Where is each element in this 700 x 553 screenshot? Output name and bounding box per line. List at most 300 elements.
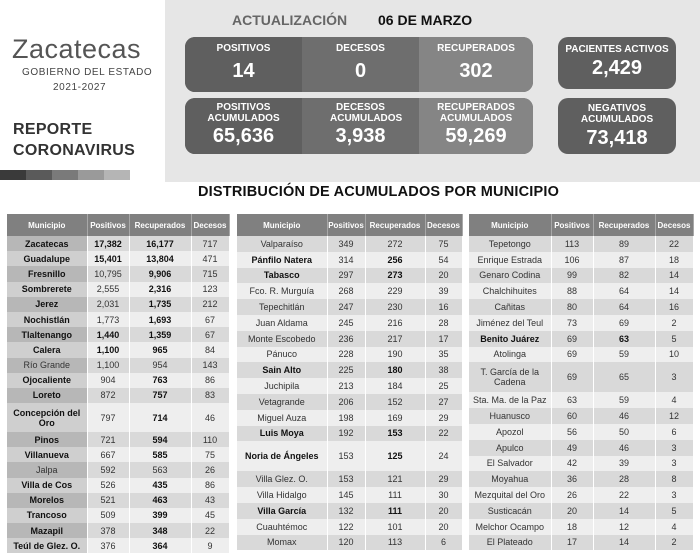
cumulative-stats-panel <box>185 98 533 154</box>
logo-subtitle: GOBIERNO DEL ESTADO <box>22 67 153 78</box>
logo-title: Zacatecas <box>12 34 142 64</box>
decesos-cell: 75 <box>425 236 462 252</box>
table-row <box>7 358 229 373</box>
municipio-cell: Melchor Ocampo <box>469 519 551 535</box>
decesos-cell: 3 <box>655 440 693 456</box>
positivos-cell: 721 <box>87 432 129 447</box>
table-row <box>7 373 229 388</box>
municipio-cell: Noria de Ángeles <box>237 441 327 471</box>
negatives-label: NEGATIVOS ACUMULADOS <box>580 103 654 125</box>
table-row <box>469 299 693 315</box>
table-row <box>7 327 229 342</box>
decesos-cell: 3 <box>655 362 693 392</box>
report-title-line2: CORONAVIRUS <box>13 142 136 159</box>
decesos-cell: 45 <box>191 508 229 523</box>
cum-recuperados-value: 59,269 <box>445 125 507 147</box>
positivos-cell: 10,795 <box>87 266 129 281</box>
decesos-cell: 9 <box>191 538 229 553</box>
municipio-cell: Villa Hidalgo <box>237 487 327 503</box>
decesos-cell: 4 <box>655 519 693 535</box>
positivos-cell: 106 <box>551 252 593 268</box>
negatives-value: 73,418 <box>586 127 648 149</box>
positivos-cell: 60 <box>551 408 593 424</box>
recuperados-cell: 169 <box>365 410 425 426</box>
decesos-cell: 86 <box>191 478 229 493</box>
municipio-cell: Benito Juárez <box>469 331 551 347</box>
municipio-cell: Monte Escobedo <box>237 331 327 347</box>
decesos-cell: 24 <box>425 441 462 471</box>
recuperados-cell: 39 <box>593 456 655 472</box>
positivos-cell: 153 <box>327 471 365 487</box>
positivos-cell: 797 <box>87 403 129 432</box>
recuperados-cell: 230 <box>365 299 425 315</box>
recuperados-cell: 82 <box>593 268 655 284</box>
municipio-cell: Luis Moya <box>237 426 327 442</box>
decesos-cell: 38 <box>425 362 462 378</box>
section-title: DISTRIBUCIÓN DE ACUMULADOS POR MUNICIPIO <box>198 184 560 200</box>
daily-recuperados <box>419 37 533 92</box>
municipio-cell: Jerez <box>7 297 87 312</box>
report-title-line1: REPORTE <box>13 121 93 138</box>
municipio-cell: Moyahua <box>469 471 551 487</box>
recuperados-cell: 217 <box>365 331 425 347</box>
table-row <box>237 283 462 299</box>
recuperados-cell: 364 <box>129 538 191 553</box>
recuperados-cell: 63 <box>593 331 655 347</box>
positivos-cell: 18 <box>551 519 593 535</box>
positivos-cell: 99 <box>551 268 593 284</box>
municipio-cell: Atolinga <box>469 347 551 363</box>
table-row <box>7 236 229 251</box>
recuperados-cell: 12 <box>593 519 655 535</box>
positivos-cell: 1,100 <box>87 358 129 373</box>
table-row <box>469 362 693 392</box>
daily-decesos <box>302 37 419 92</box>
decesos-cell: 715 <box>191 266 229 281</box>
decesos-cell: 75 <box>191 447 229 462</box>
municipio-cell: Pinos <box>7 432 87 447</box>
positivos-cell: 122 <box>327 519 365 535</box>
table-row <box>469 283 693 299</box>
decesos-cell: 39 <box>425 283 462 299</box>
municipio-cell: Cuauhtémoc <box>237 519 327 535</box>
decesos-cell: 35 <box>425 347 462 363</box>
decesos-cell: 212 <box>191 297 229 312</box>
cum-positivos-label: POSITIVOS ACUMULADOS <box>207 102 280 124</box>
table-row <box>469 535 693 551</box>
table-row <box>237 394 462 410</box>
col-municipio: Municipio <box>469 214 551 236</box>
recuperados-cell: 272 <box>365 236 425 252</box>
positivos-cell: 1,773 <box>87 312 129 327</box>
municipio-cell: Nochistlán <box>7 312 87 327</box>
positivos-cell: 20 <box>551 503 593 519</box>
table-row <box>237 487 462 503</box>
decesos-cell: 10 <box>655 347 693 363</box>
municipio-cell: El Plateado <box>469 535 551 551</box>
positivos-cell: 198 <box>327 410 365 426</box>
table-row <box>237 331 462 347</box>
municipio-cell: Río Grande <box>7 358 87 373</box>
municipio-cell: Juan Aldama <box>237 315 327 331</box>
daily-stats-panel <box>185 37 533 92</box>
table-row <box>469 424 693 440</box>
municipality-table-2 <box>237 214 463 550</box>
decesos-cell: 14 <box>655 268 693 284</box>
daily-recuperados-value: 302 <box>459 60 493 82</box>
positivos-cell: 904 <box>87 373 129 388</box>
table-row <box>469 487 693 503</box>
recuperados-cell: 184 <box>365 378 425 394</box>
table-row <box>237 299 462 315</box>
table-row <box>237 503 462 519</box>
daily-recuperados-label: RECUPERADOS <box>437 43 515 54</box>
municipio-cell: Apozol <box>469 424 551 440</box>
col-decesos: Decesos <box>655 214 693 236</box>
table-row <box>469 236 693 252</box>
decesos-cell: 14 <box>655 283 693 299</box>
municipio-cell: Jiménez del Teul <box>469 315 551 331</box>
decesos-cell: 28 <box>425 315 462 331</box>
recuperados-cell: 16,177 <box>129 236 191 251</box>
positivos-cell: 120 <box>327 535 365 551</box>
positivos-cell: 69 <box>551 331 593 347</box>
municipio-cell: Tlaltenango <box>7 327 87 342</box>
municipio-cell: Sain Alto <box>237 362 327 378</box>
positivos-cell: 17,382 <box>87 236 129 251</box>
table-row <box>237 252 462 268</box>
decesos-cell: 20 <box>425 268 462 284</box>
recuperados-cell: 594 <box>129 432 191 447</box>
recuperados-cell: 28 <box>593 471 655 487</box>
positivos-cell: 132 <box>327 503 365 519</box>
positivos-cell: 145 <box>327 487 365 503</box>
municipio-cell: T. García de la Cadena <box>469 362 551 392</box>
decesos-cell: 143 <box>191 358 229 373</box>
recuperados-cell: 111 <box>365 503 425 519</box>
recuperados-cell: 59 <box>593 392 655 408</box>
table-row <box>7 523 229 538</box>
positivos-cell: 153 <box>327 441 365 471</box>
positivos-cell: 376 <box>87 538 129 553</box>
municipio-cell: Apulco <box>469 440 551 456</box>
recuperados-cell: 46 <box>593 408 655 424</box>
decesos-cell: 6 <box>425 535 462 551</box>
table-row <box>237 378 462 394</box>
table-row <box>469 315 693 331</box>
municipio-cell: Enrique Estrada <box>469 252 551 268</box>
table-row <box>7 432 229 447</box>
update-date: 06 DE MARZO <box>378 12 473 28</box>
active-patients-value: 2,429 <box>591 57 643 79</box>
col-municipio: Municipio <box>237 214 327 236</box>
table-row <box>237 315 462 331</box>
municipality-table-3 <box>469 214 694 550</box>
table-row <box>469 519 693 535</box>
municipio-cell: Fresnillo <box>7 266 87 281</box>
positivos-cell: 667 <box>87 447 129 462</box>
municipio-cell: Jalpa <box>7 462 87 477</box>
update-label: ACTUALIZACIÓN <box>232 12 348 28</box>
municipio-cell: Fco. R. Murguía <box>237 283 327 299</box>
positivos-cell: 206 <box>327 394 365 410</box>
table-row <box>7 447 229 462</box>
positivos-cell: 42 <box>551 456 593 472</box>
positivos-cell: 113 <box>551 236 593 252</box>
table-row <box>7 282 229 297</box>
recuperados-cell: 152 <box>365 394 425 410</box>
decesos-cell: 54 <box>425 252 462 268</box>
recuperados-cell: 585 <box>129 447 191 462</box>
col-positivos: Positivos <box>87 214 129 236</box>
municipio-cell: Ojocaliente <box>7 373 87 388</box>
recuperados-cell: 256 <box>365 252 425 268</box>
positivos-cell: 236 <box>327 331 365 347</box>
positivos-cell: 521 <box>87 493 129 508</box>
recuperados-cell: 65 <box>593 362 655 392</box>
decesos-cell: 22 <box>655 236 693 252</box>
col-recuperados: Recuperados <box>365 214 425 236</box>
recuperados-cell: 46 <box>593 440 655 456</box>
col-positivos: Positivos <box>551 214 593 236</box>
logo-years: 2021-2027 <box>53 82 107 93</box>
recuperados-cell: 64 <box>593 283 655 299</box>
municipio-cell: Sombrerete <box>7 282 87 297</box>
table-row <box>7 251 229 266</box>
recuperados-cell: 180 <box>365 362 425 378</box>
decesos-cell: 16 <box>655 299 693 315</box>
positivos-cell: 1,100 <box>87 342 129 357</box>
recuperados-cell: 113 <box>365 535 425 551</box>
cum-positivos <box>185 98 302 154</box>
table-row <box>469 268 693 284</box>
table-row <box>469 440 693 456</box>
col-recuperados: Recuperados <box>129 214 191 236</box>
table-row <box>7 462 229 477</box>
table-row <box>469 331 693 347</box>
decesos-cell: 110 <box>191 432 229 447</box>
table-row <box>469 471 693 487</box>
recuperados-cell: 757 <box>129 388 191 403</box>
decesos-cell: 22 <box>191 523 229 538</box>
decesos-cell: 83 <box>191 388 229 403</box>
recuperados-cell: 1,735 <box>129 297 191 312</box>
municipio-cell: Zacatecas <box>7 236 87 251</box>
col-decesos: Decesos <box>191 214 229 236</box>
decesos-cell: 86 <box>191 373 229 388</box>
municipio-cell: Susticacán <box>469 503 551 519</box>
decesos-cell: 20 <box>425 503 462 519</box>
positivos-cell: 225 <box>327 362 365 378</box>
table-row <box>237 471 462 487</box>
decesos-cell: 5 <box>655 331 693 347</box>
decesos-cell: 18 <box>655 252 693 268</box>
recuperados-cell: 121 <box>365 471 425 487</box>
decesos-cell: 3 <box>655 487 693 503</box>
positivos-cell: 69 <box>551 362 593 392</box>
recuperados-cell: 954 <box>129 358 191 373</box>
recuperados-cell: 1,359 <box>129 327 191 342</box>
decesos-cell: 29 <box>425 471 462 487</box>
positivos-cell: 592 <box>87 462 129 477</box>
table-row <box>7 297 229 312</box>
positivos-cell: 63 <box>551 392 593 408</box>
positivos-cell: 314 <box>327 252 365 268</box>
decesos-cell: 67 <box>191 327 229 342</box>
recuperados-cell: 59 <box>593 347 655 363</box>
table-row <box>469 408 693 424</box>
decesos-cell: 5 <box>655 503 693 519</box>
recuperados-cell: 273 <box>365 268 425 284</box>
municipio-cell: Mazapil <box>7 523 87 538</box>
municipio-cell: Pánuco <box>237 347 327 363</box>
table-row <box>7 403 229 432</box>
table-row <box>469 252 693 268</box>
cum-recuperados-label: RECUPERADOS ACUMULADOS <box>437 102 515 124</box>
recuperados-cell: 2,316 <box>129 282 191 297</box>
municipio-cell: Concepción del Oro <box>7 403 87 432</box>
municipio-cell: Momax <box>237 535 327 551</box>
positivos-cell: 69 <box>551 347 593 363</box>
recuperados-cell: 563 <box>129 462 191 477</box>
municipio-cell: Juchipila <box>237 378 327 394</box>
municipio-cell: Villanueva <box>7 447 87 462</box>
table-row <box>237 236 462 252</box>
decesos-cell: 20 <box>425 519 462 535</box>
municipio-cell: Cañitas <box>469 299 551 315</box>
recuperados-cell: 229 <box>365 283 425 299</box>
daily-positivos-label: POSITIVOS <box>216 43 271 54</box>
recuperados-cell: 125 <box>365 441 425 471</box>
positivos-cell: 17 <box>551 535 593 551</box>
municipio-cell: Villa García <box>237 503 327 519</box>
cum-recuperados <box>419 98 533 154</box>
positivos-cell: 73 <box>551 315 593 331</box>
municipio-cell: Tepetongo <box>469 236 551 252</box>
table-row <box>7 493 229 508</box>
positivos-cell: 192 <box>327 426 365 442</box>
positivos-cell: 49 <box>551 440 593 456</box>
recuperados-cell: 190 <box>365 347 425 363</box>
table-row <box>237 268 462 284</box>
recuperados-cell: 763 <box>129 373 191 388</box>
table-row <box>237 347 462 363</box>
positivos-cell: 872 <box>87 388 129 403</box>
daily-positivos <box>185 37 302 92</box>
municipio-cell: Valparaíso <box>237 236 327 252</box>
municipality-table-1 <box>7 214 230 553</box>
cum-decesos <box>302 98 419 154</box>
municipio-cell: Sta. Ma. de la Paz <box>469 392 551 408</box>
positivos-cell: 1,440 <box>87 327 129 342</box>
municipio-cell: Villa de Cos <box>7 478 87 493</box>
table-row <box>7 538 229 553</box>
recuperados-cell: 69 <box>593 315 655 331</box>
table-row <box>469 392 693 408</box>
municipio-cell: Miguel Auza <box>237 410 327 426</box>
table-row <box>7 388 229 403</box>
positivos-cell: 297 <box>327 268 365 284</box>
recuperados-cell: 965 <box>129 342 191 357</box>
municipio-cell: Guadalupe <box>7 251 87 266</box>
positivos-cell: 36 <box>551 471 593 487</box>
decesos-cell: 27 <box>425 394 462 410</box>
municipio-cell: Teúl de Glez. O. <box>7 538 87 553</box>
positivos-cell: 15,401 <box>87 251 129 266</box>
daily-decesos-value: 0 <box>354 60 367 82</box>
col-positivos: Positivos <box>327 214 365 236</box>
daily-decesos-label: DECESOS <box>336 43 385 54</box>
table-row <box>469 456 693 472</box>
positivos-cell: 213 <box>327 378 365 394</box>
active-patients-box <box>558 37 676 89</box>
positivos-cell: 228 <box>327 347 365 363</box>
municipio-cell: Mezquital del Oro <box>469 487 551 503</box>
positivos-cell: 80 <box>551 299 593 315</box>
municipio-cell: Tepechitlán <box>237 299 327 315</box>
table-row <box>237 426 462 442</box>
recuperados-cell: 14 <box>593 535 655 551</box>
recuperados-cell: 50 <box>593 424 655 440</box>
decesos-cell: 16 <box>425 299 462 315</box>
positivos-cell: 349 <box>327 236 365 252</box>
logo-panel <box>0 0 165 182</box>
table-row <box>7 342 229 357</box>
active-patients-label: PACIENTES ACTIVOS <box>565 44 669 55</box>
decesos-cell: 67 <box>191 312 229 327</box>
positivos-cell: 526 <box>87 478 129 493</box>
municipio-cell: Loreto <box>7 388 87 403</box>
municipio-cell: Genaro Codina <box>469 268 551 284</box>
positivos-cell: 56 <box>551 424 593 440</box>
municipio-cell: Tabasco <box>237 268 327 284</box>
decesos-cell: 6 <box>655 424 693 440</box>
decesos-cell: 4 <box>655 392 693 408</box>
municipio-cell: Pánfilo Natera <box>237 252 327 268</box>
negatives-box <box>558 98 676 154</box>
recuperados-cell: 1,693 <box>129 312 191 327</box>
cum-decesos-label: DECESOS ACUMULADOS <box>330 102 403 124</box>
table-row <box>469 347 693 363</box>
decesos-cell: 17 <box>425 331 462 347</box>
decesos-cell: 471 <box>191 251 229 266</box>
positivos-cell: 2,031 <box>87 297 129 312</box>
decesos-cell: 84 <box>191 342 229 357</box>
col-decesos: Decesos <box>425 214 462 236</box>
decesos-cell: 123 <box>191 282 229 297</box>
cum-positivos-value: 65,636 <box>212 125 275 147</box>
decesos-cell: 8 <box>655 471 693 487</box>
table-row <box>7 508 229 523</box>
recuperados-cell: 64 <box>593 299 655 315</box>
positivos-cell: 26 <box>551 487 593 503</box>
decesos-cell: 2 <box>655 535 693 551</box>
recuperados-cell: 153 <box>365 426 425 442</box>
positivos-cell: 245 <box>327 315 365 331</box>
table-row <box>7 478 229 493</box>
positivos-cell: 247 <box>327 299 365 315</box>
municipio-cell: Morelos <box>7 493 87 508</box>
recuperados-cell: 87 <box>593 252 655 268</box>
recuperados-cell: 14 <box>593 503 655 519</box>
cum-decesos-value: 3,938 <box>335 125 386 147</box>
table-row <box>237 362 462 378</box>
municipio-cell: El Salvador <box>469 456 551 472</box>
recuperados-cell: 89 <box>593 236 655 252</box>
recuperados-cell: 111 <box>365 487 425 503</box>
col-recuperados: Recuperados <box>593 214 655 236</box>
table-row <box>469 503 693 519</box>
